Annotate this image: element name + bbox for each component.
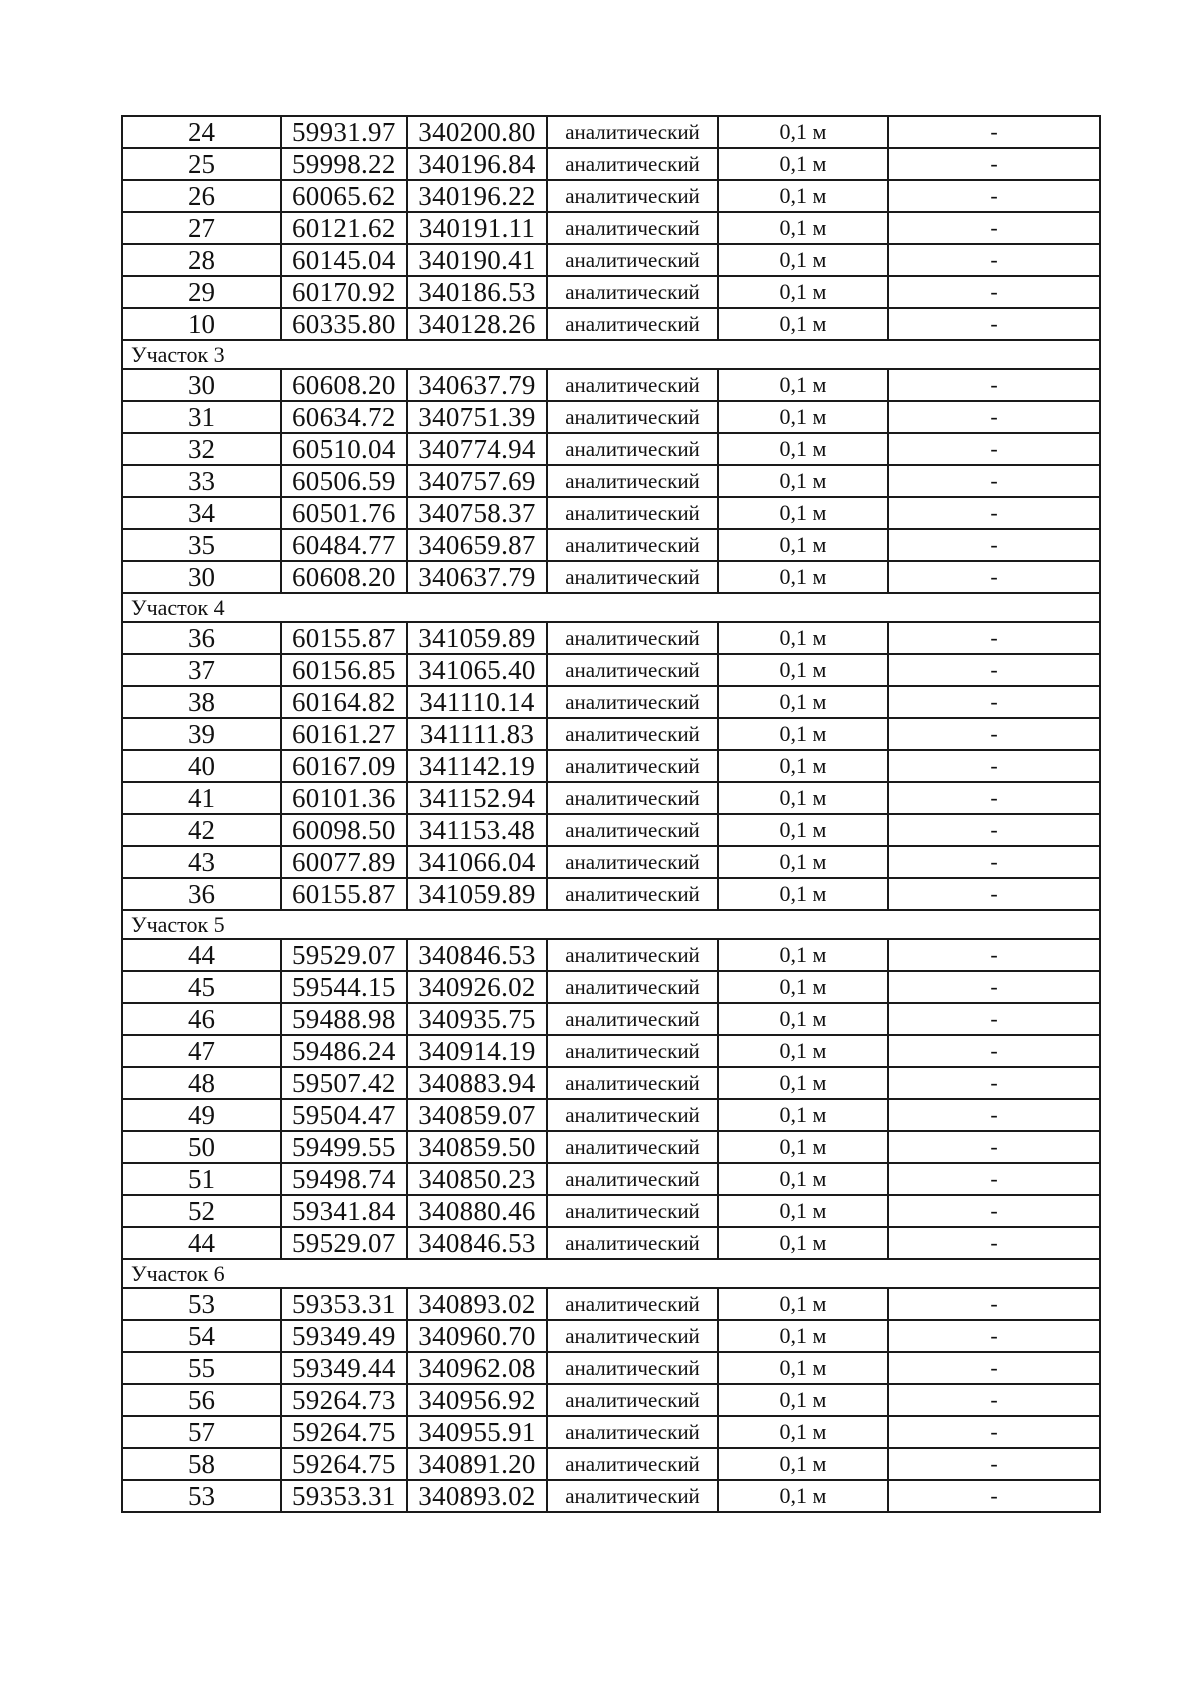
y-coordinate-cell: 341111.83 xyxy=(407,718,547,750)
point-number-cell: 51 xyxy=(122,1163,281,1195)
note-cell: - xyxy=(888,1195,1100,1227)
method-cell: аналитический xyxy=(547,212,718,244)
method-cell: аналитический xyxy=(547,1131,718,1163)
x-coordinate-cell: 60077.89 xyxy=(281,846,407,878)
point-number-cell: 29 xyxy=(122,276,281,308)
point-number-cell: 40 xyxy=(122,750,281,782)
table-row xyxy=(122,1035,1100,1067)
method-cell: аналитический xyxy=(547,116,718,148)
method-cell: аналитический xyxy=(547,1288,718,1320)
y-coordinate-cell: 341153.48 xyxy=(407,814,547,846)
x-coordinate-cell: 60101.36 xyxy=(281,782,407,814)
y-coordinate-cell: 341142.19 xyxy=(407,750,547,782)
note-cell: - xyxy=(888,622,1100,654)
point-number-cell: 47 xyxy=(122,1035,281,1067)
accuracy-cell: 0,1 м xyxy=(718,1352,888,1384)
accuracy-cell: 0,1 м xyxy=(718,308,888,340)
section-header-row xyxy=(122,910,1100,939)
y-coordinate-cell: 340659.87 xyxy=(407,529,547,561)
point-number-cell: 30 xyxy=(122,561,281,593)
accuracy-cell: 0,1 м xyxy=(718,1067,888,1099)
method-cell: аналитический xyxy=(547,750,718,782)
note-cell: - xyxy=(888,1352,1100,1384)
y-coordinate-cell: 340850.23 xyxy=(407,1163,547,1195)
point-number-cell: 53 xyxy=(122,1480,281,1512)
table-row xyxy=(122,308,1100,340)
point-number-cell: 58 xyxy=(122,1448,281,1480)
note-cell: - xyxy=(888,369,1100,401)
table-row xyxy=(122,529,1100,561)
method-cell: аналитический xyxy=(547,1480,718,1512)
y-coordinate-cell: 340758.37 xyxy=(407,497,547,529)
table-row xyxy=(122,718,1100,750)
x-coordinate-cell: 59264.75 xyxy=(281,1416,407,1448)
y-coordinate-cell: 341059.89 xyxy=(407,622,547,654)
point-number-cell: 36 xyxy=(122,622,281,654)
method-cell: аналитический xyxy=(547,814,718,846)
table-row xyxy=(122,654,1100,686)
method-cell: аналитический xyxy=(547,529,718,561)
y-coordinate-cell: 340926.02 xyxy=(407,971,547,1003)
x-coordinate-cell: 59349.44 xyxy=(281,1352,407,1384)
note-cell: - xyxy=(888,1227,1100,1259)
table-row xyxy=(122,622,1100,654)
accuracy-cell: 0,1 м xyxy=(718,878,888,910)
method-cell: аналитический xyxy=(547,782,718,814)
note-cell: - xyxy=(888,148,1100,180)
section-header-row xyxy=(122,340,1100,369)
y-coordinate-cell: 341110.14 xyxy=(407,686,547,718)
y-coordinate-cell: 340637.79 xyxy=(407,561,547,593)
point-number-cell: 38 xyxy=(122,686,281,718)
table-row xyxy=(122,369,1100,401)
method-cell: аналитический xyxy=(547,276,718,308)
x-coordinate-cell: 59504.47 xyxy=(281,1099,407,1131)
point-number-cell: 30 xyxy=(122,369,281,401)
accuracy-cell: 0,1 м xyxy=(718,1163,888,1195)
note-cell: - xyxy=(888,116,1100,148)
y-coordinate-cell: 340190.41 xyxy=(407,244,547,276)
coordinates-table xyxy=(121,115,1101,1513)
y-coordinate-cell: 341065.40 xyxy=(407,654,547,686)
y-coordinate-cell: 340962.08 xyxy=(407,1352,547,1384)
note-cell: - xyxy=(888,1288,1100,1320)
point-number-cell: 48 xyxy=(122,1067,281,1099)
accuracy-cell: 0,1 м xyxy=(718,1416,888,1448)
method-cell: аналитический xyxy=(547,1067,718,1099)
x-coordinate-cell: 59507.42 xyxy=(281,1067,407,1099)
table-row xyxy=(122,686,1100,718)
note-cell: - xyxy=(888,686,1100,718)
accuracy-cell: 0,1 м xyxy=(718,1227,888,1259)
method-cell: аналитический xyxy=(547,1035,718,1067)
note-cell: - xyxy=(888,1384,1100,1416)
accuracy-cell: 0,1 м xyxy=(718,750,888,782)
note-cell: - xyxy=(888,1448,1100,1480)
method-cell: аналитический xyxy=(547,308,718,340)
x-coordinate-cell: 59264.75 xyxy=(281,1448,407,1480)
method-cell: аналитический xyxy=(547,180,718,212)
x-coordinate-cell: 60121.62 xyxy=(281,212,407,244)
point-number-cell: 25 xyxy=(122,148,281,180)
x-coordinate-cell: 59931.97 xyxy=(281,116,407,148)
x-coordinate-cell: 60098.50 xyxy=(281,814,407,846)
accuracy-cell: 0,1 м xyxy=(718,465,888,497)
point-number-cell: 26 xyxy=(122,180,281,212)
method-cell: аналитический xyxy=(547,1003,718,1035)
accuracy-cell: 0,1 м xyxy=(718,654,888,686)
accuracy-cell: 0,1 м xyxy=(718,782,888,814)
accuracy-cell: 0,1 м xyxy=(718,529,888,561)
accuracy-cell: 0,1 м xyxy=(718,212,888,244)
method-cell: аналитический xyxy=(547,1352,718,1384)
note-cell: - xyxy=(888,654,1100,686)
y-coordinate-cell: 341152.94 xyxy=(407,782,547,814)
note-cell: - xyxy=(888,212,1100,244)
x-coordinate-cell: 60156.85 xyxy=(281,654,407,686)
note-cell: - xyxy=(888,846,1100,878)
method-cell: аналитический xyxy=(547,846,718,878)
note-cell: - xyxy=(888,561,1100,593)
y-coordinate-cell: 340893.02 xyxy=(407,1288,547,1320)
table-row xyxy=(122,1163,1100,1195)
x-coordinate-cell: 59486.24 xyxy=(281,1035,407,1067)
x-coordinate-cell: 60167.09 xyxy=(281,750,407,782)
accuracy-cell: 0,1 м xyxy=(718,1384,888,1416)
x-coordinate-cell: 59499.55 xyxy=(281,1131,407,1163)
method-cell: аналитический xyxy=(547,686,718,718)
point-number-cell: 46 xyxy=(122,1003,281,1035)
accuracy-cell: 0,1 м xyxy=(718,116,888,148)
point-number-cell: 27 xyxy=(122,212,281,244)
y-coordinate-cell: 340200.80 xyxy=(407,116,547,148)
accuracy-cell: 0,1 м xyxy=(718,148,888,180)
note-cell: - xyxy=(888,1163,1100,1195)
table-row xyxy=(122,212,1100,244)
table-row xyxy=(122,1384,1100,1416)
table-row xyxy=(122,1288,1100,1320)
method-cell: аналитический xyxy=(547,497,718,529)
y-coordinate-cell: 340637.79 xyxy=(407,369,547,401)
table-row xyxy=(122,433,1100,465)
note-cell: - xyxy=(888,939,1100,971)
method-cell: аналитический xyxy=(547,1416,718,1448)
table-row xyxy=(122,1003,1100,1035)
x-coordinate-cell: 60510.04 xyxy=(281,433,407,465)
x-coordinate-cell: 59998.22 xyxy=(281,148,407,180)
y-coordinate-cell: 340846.53 xyxy=(407,1227,547,1259)
table-row xyxy=(122,878,1100,910)
note-cell: - xyxy=(888,244,1100,276)
accuracy-cell: 0,1 м xyxy=(718,686,888,718)
x-coordinate-cell: 60161.27 xyxy=(281,718,407,750)
point-number-cell: 36 xyxy=(122,878,281,910)
x-coordinate-cell: 59529.07 xyxy=(281,939,407,971)
section-title: Участок 6 xyxy=(122,1259,1100,1288)
table-row xyxy=(122,814,1100,846)
table-row xyxy=(122,939,1100,971)
table-row xyxy=(122,1352,1100,1384)
table-row xyxy=(122,1480,1100,1512)
table-row xyxy=(122,116,1100,148)
point-number-cell: 35 xyxy=(122,529,281,561)
table-row xyxy=(122,1131,1100,1163)
note-cell: - xyxy=(888,814,1100,846)
y-coordinate-cell: 340774.94 xyxy=(407,433,547,465)
accuracy-cell: 0,1 м xyxy=(718,433,888,465)
accuracy-cell: 0,1 м xyxy=(718,276,888,308)
note-cell: - xyxy=(888,1003,1100,1035)
table-row xyxy=(122,782,1100,814)
method-cell: аналитический xyxy=(547,939,718,971)
point-number-cell: 33 xyxy=(122,465,281,497)
x-coordinate-cell: 60170.92 xyxy=(281,276,407,308)
point-number-cell: 50 xyxy=(122,1131,281,1163)
table-row xyxy=(122,497,1100,529)
accuracy-cell: 0,1 м xyxy=(718,401,888,433)
method-cell: аналитический xyxy=(547,433,718,465)
method-cell: аналитический xyxy=(547,622,718,654)
point-number-cell: 55 xyxy=(122,1352,281,1384)
y-coordinate-cell: 340859.07 xyxy=(407,1099,547,1131)
table-row xyxy=(122,1099,1100,1131)
x-coordinate-cell: 59498.74 xyxy=(281,1163,407,1195)
x-coordinate-cell: 60145.04 xyxy=(281,244,407,276)
method-cell: аналитический xyxy=(547,1195,718,1227)
accuracy-cell: 0,1 м xyxy=(718,814,888,846)
y-coordinate-cell: 340955.91 xyxy=(407,1416,547,1448)
point-number-cell: 10 xyxy=(122,308,281,340)
y-coordinate-cell: 340859.50 xyxy=(407,1131,547,1163)
table-row xyxy=(122,1067,1100,1099)
note-cell: - xyxy=(888,401,1100,433)
section-title: Участок 5 xyxy=(122,910,1100,939)
method-cell: аналитический xyxy=(547,465,718,497)
note-cell: - xyxy=(888,718,1100,750)
accuracy-cell: 0,1 м xyxy=(718,369,888,401)
note-cell: - xyxy=(888,1480,1100,1512)
accuracy-cell: 0,1 м xyxy=(718,971,888,1003)
x-coordinate-cell: 59488.98 xyxy=(281,1003,407,1035)
x-coordinate-cell: 59353.31 xyxy=(281,1288,407,1320)
point-number-cell: 41 xyxy=(122,782,281,814)
table-row xyxy=(122,276,1100,308)
y-coordinate-cell: 340880.46 xyxy=(407,1195,547,1227)
point-number-cell: 42 xyxy=(122,814,281,846)
x-coordinate-cell: 59544.15 xyxy=(281,971,407,1003)
method-cell: аналитический xyxy=(547,1227,718,1259)
x-coordinate-cell: 59349.49 xyxy=(281,1320,407,1352)
method-cell: аналитический xyxy=(547,401,718,433)
y-coordinate-cell: 340757.69 xyxy=(407,465,547,497)
table-row xyxy=(122,750,1100,782)
point-number-cell: 57 xyxy=(122,1416,281,1448)
note-cell: - xyxy=(888,1131,1100,1163)
point-number-cell: 34 xyxy=(122,497,281,529)
point-number-cell: 49 xyxy=(122,1099,281,1131)
note-cell: - xyxy=(888,433,1100,465)
note-cell: - xyxy=(888,497,1100,529)
y-coordinate-cell: 340751.39 xyxy=(407,401,547,433)
note-cell: - xyxy=(888,1320,1100,1352)
method-cell: аналитический xyxy=(547,718,718,750)
y-coordinate-cell: 340196.84 xyxy=(407,148,547,180)
accuracy-cell: 0,1 м xyxy=(718,1288,888,1320)
accuracy-cell: 0,1 м xyxy=(718,1099,888,1131)
accuracy-cell: 0,1 м xyxy=(718,1131,888,1163)
accuracy-cell: 0,1 м xyxy=(718,1003,888,1035)
point-number-cell: 44 xyxy=(122,1227,281,1259)
method-cell: аналитический xyxy=(547,971,718,1003)
note-cell: - xyxy=(888,782,1100,814)
accuracy-cell: 0,1 м xyxy=(718,497,888,529)
section-header-row xyxy=(122,1259,1100,1288)
method-cell: аналитический xyxy=(547,1320,718,1352)
point-number-cell: 53 xyxy=(122,1288,281,1320)
point-number-cell: 43 xyxy=(122,846,281,878)
note-cell: - xyxy=(888,1067,1100,1099)
table-row xyxy=(122,148,1100,180)
point-number-cell: 45 xyxy=(122,971,281,1003)
point-number-cell: 37 xyxy=(122,654,281,686)
point-number-cell: 31 xyxy=(122,401,281,433)
x-coordinate-cell: 60634.72 xyxy=(281,401,407,433)
y-coordinate-cell: 340914.19 xyxy=(407,1035,547,1067)
y-coordinate-cell: 340196.22 xyxy=(407,180,547,212)
note-cell: - xyxy=(888,1035,1100,1067)
table-row xyxy=(122,465,1100,497)
y-coordinate-cell: 341059.89 xyxy=(407,878,547,910)
point-number-cell: 32 xyxy=(122,433,281,465)
accuracy-cell: 0,1 м xyxy=(718,1448,888,1480)
accuracy-cell: 0,1 м xyxy=(718,622,888,654)
method-cell: аналитический xyxy=(547,369,718,401)
table-row xyxy=(122,1448,1100,1480)
note-cell: - xyxy=(888,529,1100,561)
point-number-cell: 24 xyxy=(122,116,281,148)
point-number-cell: 52 xyxy=(122,1195,281,1227)
method-cell: аналитический xyxy=(547,148,718,180)
accuracy-cell: 0,1 м xyxy=(718,939,888,971)
x-coordinate-cell: 60164.82 xyxy=(281,686,407,718)
y-coordinate-cell: 340935.75 xyxy=(407,1003,547,1035)
point-number-cell: 28 xyxy=(122,244,281,276)
section-title: Участок 3 xyxy=(122,340,1100,369)
x-coordinate-cell: 59264.73 xyxy=(281,1384,407,1416)
table-row xyxy=(122,1416,1100,1448)
x-coordinate-cell: 59341.84 xyxy=(281,1195,407,1227)
x-coordinate-cell: 59529.07 xyxy=(281,1227,407,1259)
x-coordinate-cell: 60155.87 xyxy=(281,622,407,654)
x-coordinate-cell: 60484.77 xyxy=(281,529,407,561)
section-title: Участок 4 xyxy=(122,593,1100,622)
table-row xyxy=(122,1320,1100,1352)
method-cell: аналитический xyxy=(547,654,718,686)
method-cell: аналитический xyxy=(547,561,718,593)
accuracy-cell: 0,1 м xyxy=(718,244,888,276)
x-coordinate-cell: 60065.62 xyxy=(281,180,407,212)
method-cell: аналитический xyxy=(547,878,718,910)
y-coordinate-cell: 340893.02 xyxy=(407,1480,547,1512)
y-coordinate-cell: 340186.53 xyxy=(407,276,547,308)
method-cell: аналитический xyxy=(547,1384,718,1416)
method-cell: аналитический xyxy=(547,244,718,276)
point-number-cell: 39 xyxy=(122,718,281,750)
x-coordinate-cell: 60155.87 xyxy=(281,878,407,910)
x-coordinate-cell: 60608.20 xyxy=(281,369,407,401)
note-cell: - xyxy=(888,308,1100,340)
y-coordinate-cell: 340956.92 xyxy=(407,1384,547,1416)
method-cell: аналитический xyxy=(547,1448,718,1480)
x-coordinate-cell: 59353.31 xyxy=(281,1480,407,1512)
table-row xyxy=(122,1195,1100,1227)
note-cell: - xyxy=(888,180,1100,212)
method-cell: аналитический xyxy=(547,1099,718,1131)
accuracy-cell: 0,1 м xyxy=(718,561,888,593)
note-cell: - xyxy=(888,750,1100,782)
accuracy-cell: 0,1 м xyxy=(718,1320,888,1352)
accuracy-cell: 0,1 м xyxy=(718,1195,888,1227)
table-row xyxy=(122,180,1100,212)
table-row xyxy=(122,846,1100,878)
y-coordinate-cell: 340883.94 xyxy=(407,1067,547,1099)
y-coordinate-cell: 340891.20 xyxy=(407,1448,547,1480)
section-header-row xyxy=(122,593,1100,622)
table-row xyxy=(122,1227,1100,1259)
point-number-cell: 44 xyxy=(122,939,281,971)
table-row xyxy=(122,401,1100,433)
x-coordinate-cell: 60335.80 xyxy=(281,308,407,340)
accuracy-cell: 0,1 м xyxy=(718,846,888,878)
coordinates-table-body xyxy=(122,116,1100,1512)
table-row xyxy=(122,971,1100,1003)
note-cell: - xyxy=(888,465,1100,497)
y-coordinate-cell: 340846.53 xyxy=(407,939,547,971)
y-coordinate-cell: 340960.70 xyxy=(407,1320,547,1352)
table-row xyxy=(122,244,1100,276)
accuracy-cell: 0,1 м xyxy=(718,718,888,750)
x-coordinate-cell: 60506.59 xyxy=(281,465,407,497)
note-cell: - xyxy=(888,1099,1100,1131)
accuracy-cell: 0,1 м xyxy=(718,1035,888,1067)
y-coordinate-cell: 341066.04 xyxy=(407,846,547,878)
x-coordinate-cell: 60608.20 xyxy=(281,561,407,593)
accuracy-cell: 0,1 м xyxy=(718,180,888,212)
point-number-cell: 54 xyxy=(122,1320,281,1352)
y-coordinate-cell: 340191.11 xyxy=(407,212,547,244)
table-row xyxy=(122,561,1100,593)
note-cell: - xyxy=(888,1416,1100,1448)
method-cell: аналитический xyxy=(547,1163,718,1195)
accuracy-cell: 0,1 м xyxy=(718,1480,888,1512)
x-coordinate-cell: 60501.76 xyxy=(281,497,407,529)
note-cell: - xyxy=(888,971,1100,1003)
note-cell: - xyxy=(888,878,1100,910)
point-number-cell: 56 xyxy=(122,1384,281,1416)
y-coordinate-cell: 340128.26 xyxy=(407,308,547,340)
note-cell: - xyxy=(888,276,1100,308)
